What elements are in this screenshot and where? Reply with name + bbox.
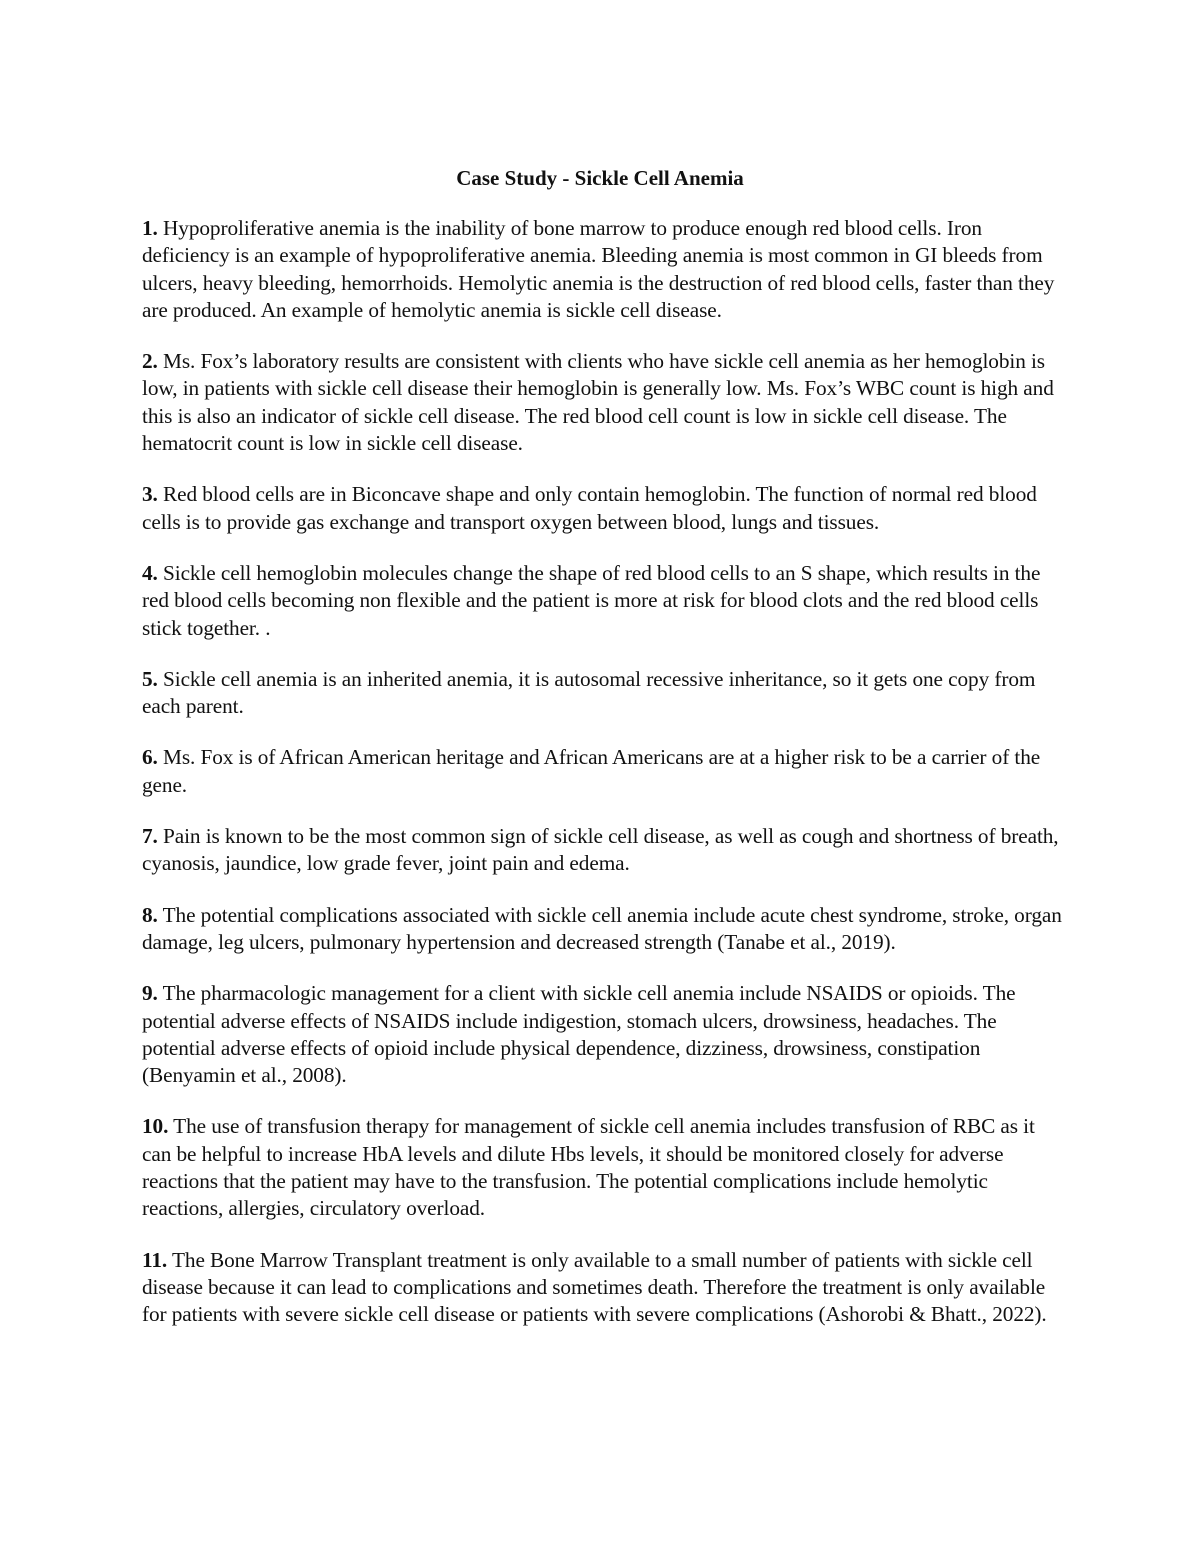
- paragraph-number: 6.: [142, 745, 158, 770]
- paragraph-8: [142, 902, 1062, 957]
- paragraph-text: Ms. Fox is of African American heritage and African Americans are at a higher risk to be a carrier of the gene.: [142, 745, 1041, 797]
- paragraph-number: 2.: [142, 349, 158, 374]
- paragraph-number: 1.: [142, 216, 158, 240]
- paragraph-text: The potential complications associated with sickle cell anemia include acute chest syndrome, stroke, organ damage, leg ulcers, pulmonary hypertension and decreased strength (Tanabe et al., 2019).: [142, 902, 1062, 954]
- paragraph-7: [142, 823, 1062, 878]
- paragraph-text: The Bone Marrow Transplant treatment is only available to a small number of patients with sickle cell disease because it can lead to complications and sometimes death. Therefore the treatment is only available for patients with severe sickle cell disease or patients with severe complications (Ashorobi & Bhatt., 2022).: [142, 1247, 1047, 1327]
- paragraph-number: 9.: [142, 981, 158, 1006]
- paragraph-3: [142, 481, 1062, 536]
- paragraph-text: Sickle cell hemoglobin molecules change the shape of red blood cells to an S shape, which results in the red blood cells becoming non flexible and the patient is more at risk for blood clots and the red blood cells stick together. .: [142, 560, 1041, 640]
- paragraph-text: Hypoproliferative anemia is the inability of bone marrow to produce enough red blood cells. Iron deficiency is an example of hypoproliferative anemia. Bleeding anemia is most common in GI bleeds from ulcers, heavy bleeding, hemorrhoids. Hemolytic anemia is the destruction of red blood cells, faster than they are produced. An example of hemolytic anemia is sickle cell disease.: [142, 216, 1055, 322]
- paragraph-text: The use of transfusion therapy for management of sickle cell anemia includes transfusion of RBC as it can be helpful to increase HbA levels and dilute Hbs levels, it should be monitored closely for adverse reactions that the patient may have to the transfusion. The potential complications include hemolytic reactions, allergies, circulatory overload.: [142, 1114, 1035, 1221]
- paragraph-5: [142, 666, 1062, 721]
- paragraph-number: 3.: [142, 482, 158, 507]
- paragraph-text: Red blood cells are in Biconcave shape and only contain hemoglobin. The function of normal red blood cells is to provide gas exchange and transport oxygen between blood, lungs and tissues.: [142, 482, 1037, 534]
- paragraph-number: 11.: [142, 1247, 168, 1272]
- paragraph-text: The pharmacologic management for a client with sickle cell anemia include NSAIDS or opioids. The potential adverse effects of NSAIDS include indigestion, stomach ulcers, drowsiness, headaches. The potential adverse effects of opioid include physical dependence, dizziness, drowsiness, constipation (Benyamin et al., 2008).: [142, 981, 1016, 1088]
- paragraph-number: 7.: [142, 824, 158, 849]
- paragraph-number: 4.: [142, 560, 158, 585]
- paragraph-text: Sickle cell anemia is an inherited anemia, it is autosomal recessive inheritance, so it gets one copy from each parent.: [142, 666, 1036, 719]
- document-body: [142, 215, 1062, 1353]
- paragraph-1: [142, 215, 1062, 324]
- paragraph-11: [142, 1247, 1062, 1329]
- paragraph-9: [142, 980, 1062, 1089]
- paragraph-text: Pain is known to be the most common sign of sickle cell disease, as well as cough and shortness of breath, cyanosis, jaundice, low grade fever, joint pain and edema.: [142, 824, 1059, 876]
- paragraph-number: 8.: [142, 902, 158, 927]
- paragraph-2: [142, 348, 1062, 457]
- paragraph-6: [142, 744, 1062, 799]
- paragraph-4: [142, 560, 1062, 642]
- paragraph-number: 5.: [142, 666, 158, 691]
- paragraph-text: Ms. Fox’s laboratory results are consistent with clients who have sickle cell anemia as her hemoglobin is low, in patients with sickle cell disease their hemoglobin is generally low. Ms. Fox’s WBC count is high and this is also an indicator of sickle cell disease. The red blood cell count is low in sickle cell disease. The hematocrit count is low in sickle cell disease.: [142, 349, 1054, 456]
- document-title: Case Study - Sickle Cell Anemia: [456, 166, 744, 190]
- paragraph-10: [142, 1113, 1062, 1222]
- paragraph-number: 10.: [142, 1114, 169, 1139]
